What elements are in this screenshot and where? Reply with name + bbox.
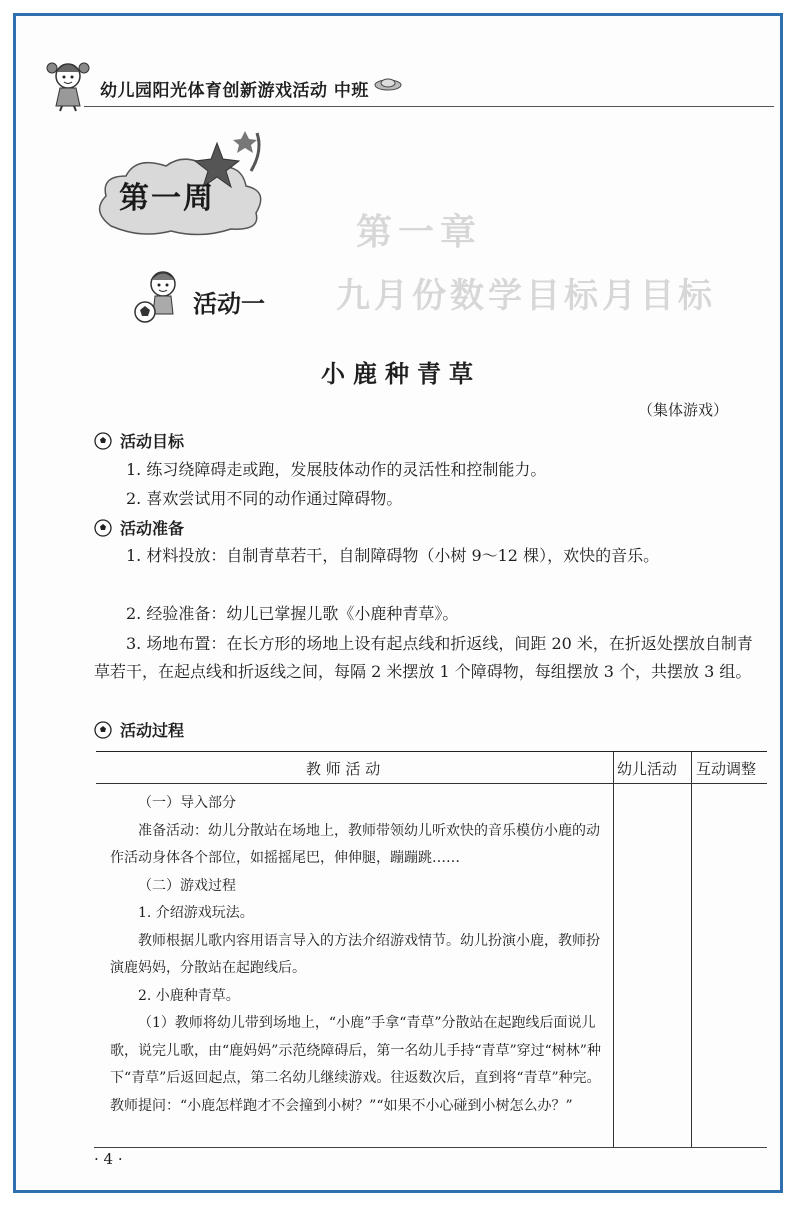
activity-label: 活动一 <box>193 290 265 318</box>
week-label: 第一周 <box>119 181 215 216</box>
section-heading-goals <box>94 429 184 452</box>
preparation-item: 2. 经验准备：幼儿已掌握儿歌《小鹿种青草》。 <box>126 604 459 623</box>
footer-rule <box>94 1147 767 1148</box>
week-badge <box>91 131 271 241</box>
background-goal-text: 九月份数学目标月目标 <box>336 276 716 316</box>
activity-process-table <box>96 751 767 1148</box>
column-header-teacher: 教 师 活 动 <box>306 760 381 778</box>
table-line: （1）教师将幼儿带到场地上，“小鹿”手拿“青草”分散站在起跑线后面说儿歌，说完儿歌，由“鹿妈妈”示范绕障碍后，第一名幼儿手持“青草”穿过“树林”种下“青草”后返回起点，第二名幼儿继续游戏。往返数次后，直到将“青草”种完。教师提问：“小鹿怎样跑才不会撞到小树？”“如果不小心碰到小树怎么办？” <box>110 1015 601 1114</box>
background-chapter-text: 第一章 <box>356 212 483 253</box>
book-page <box>13 13 783 1193</box>
section-heading-preparation <box>94 516 184 539</box>
goal-item: 2. 喜欢尝试用不同的动作通过障碍物。 <box>126 489 403 508</box>
soccer-ball-icon <box>94 432 112 450</box>
table-line: （二）游戏过程 <box>138 877 236 894</box>
preparation-item: 1. 材料投放：自制青草若干，自制障碍物（小树 9～12 棵），欢快的音乐。 <box>126 546 660 565</box>
process-heading-text: 活动过程 <box>120 721 185 740</box>
preparation-heading-text: 活动准备 <box>120 519 185 538</box>
activity-title: 小鹿种青草 <box>321 360 481 388</box>
boy-soccer-mascot-icon <box>131 266 191 326</box>
section-heading-process <box>94 718 184 741</box>
table-line: 1. 介绍游戏玩法。 <box>138 905 254 921</box>
table-line: （一）导入部分 <box>138 795 236 811</box>
table-line: 2. 小鹿种青草。 <box>138 987 240 1004</box>
preparation-item: 3. 场地布置：在长方形的场地上设有起点线和折返线，间距 20 米，在折返处摆放自制青草若干，在起点线和折返线之间，每隔 2 米摆放 1 个障碍物，每组摆放 3 个，共摆放 3 组。 <box>94 634 753 681</box>
saucer-decoration-icon <box>374 76 402 92</box>
soccer-ball-icon <box>94 721 112 739</box>
column-header-children: 幼儿活动 <box>617 760 678 778</box>
goals-heading-text: 活动目标 <box>120 432 185 451</box>
girl-mascot-icon <box>44 54 92 112</box>
teacher-activity-cell <box>110 790 606 1120</box>
running-header <box>44 54 744 114</box>
game-type: （集体游戏） <box>637 401 728 419</box>
header-rule <box>84 106 774 107</box>
table-line: 准备活动：幼儿分散站在场地上，教师带领幼儿听欢快的音乐模仿小鹿的动作活动身体各个部位，如摇摇尾巴，伸伸腿，蹦蹦跳…… <box>110 822 600 866</box>
table-divider <box>691 752 692 1147</box>
table-header-rule <box>96 783 767 784</box>
book-title: 幼儿园阳光体育创新游戏活动 中班 <box>100 81 369 101</box>
activity-heading <box>131 266 265 326</box>
goal-item: 1. 练习绕障碍走或跑，发展肢体动作的灵活性和控制能力。 <box>126 460 547 479</box>
table-line: 教师根据儿歌内容用语言导入的方法介绍游戏情节。幼儿扮演小鹿，教师扮演鹿妈妈，分散站在起跑线后。 <box>110 932 600 976</box>
page-number: · 4 · <box>94 1150 123 1168</box>
column-header-adjust: 互动调整 <box>696 760 757 778</box>
table-divider <box>613 752 614 1147</box>
soccer-ball-icon <box>94 519 112 537</box>
